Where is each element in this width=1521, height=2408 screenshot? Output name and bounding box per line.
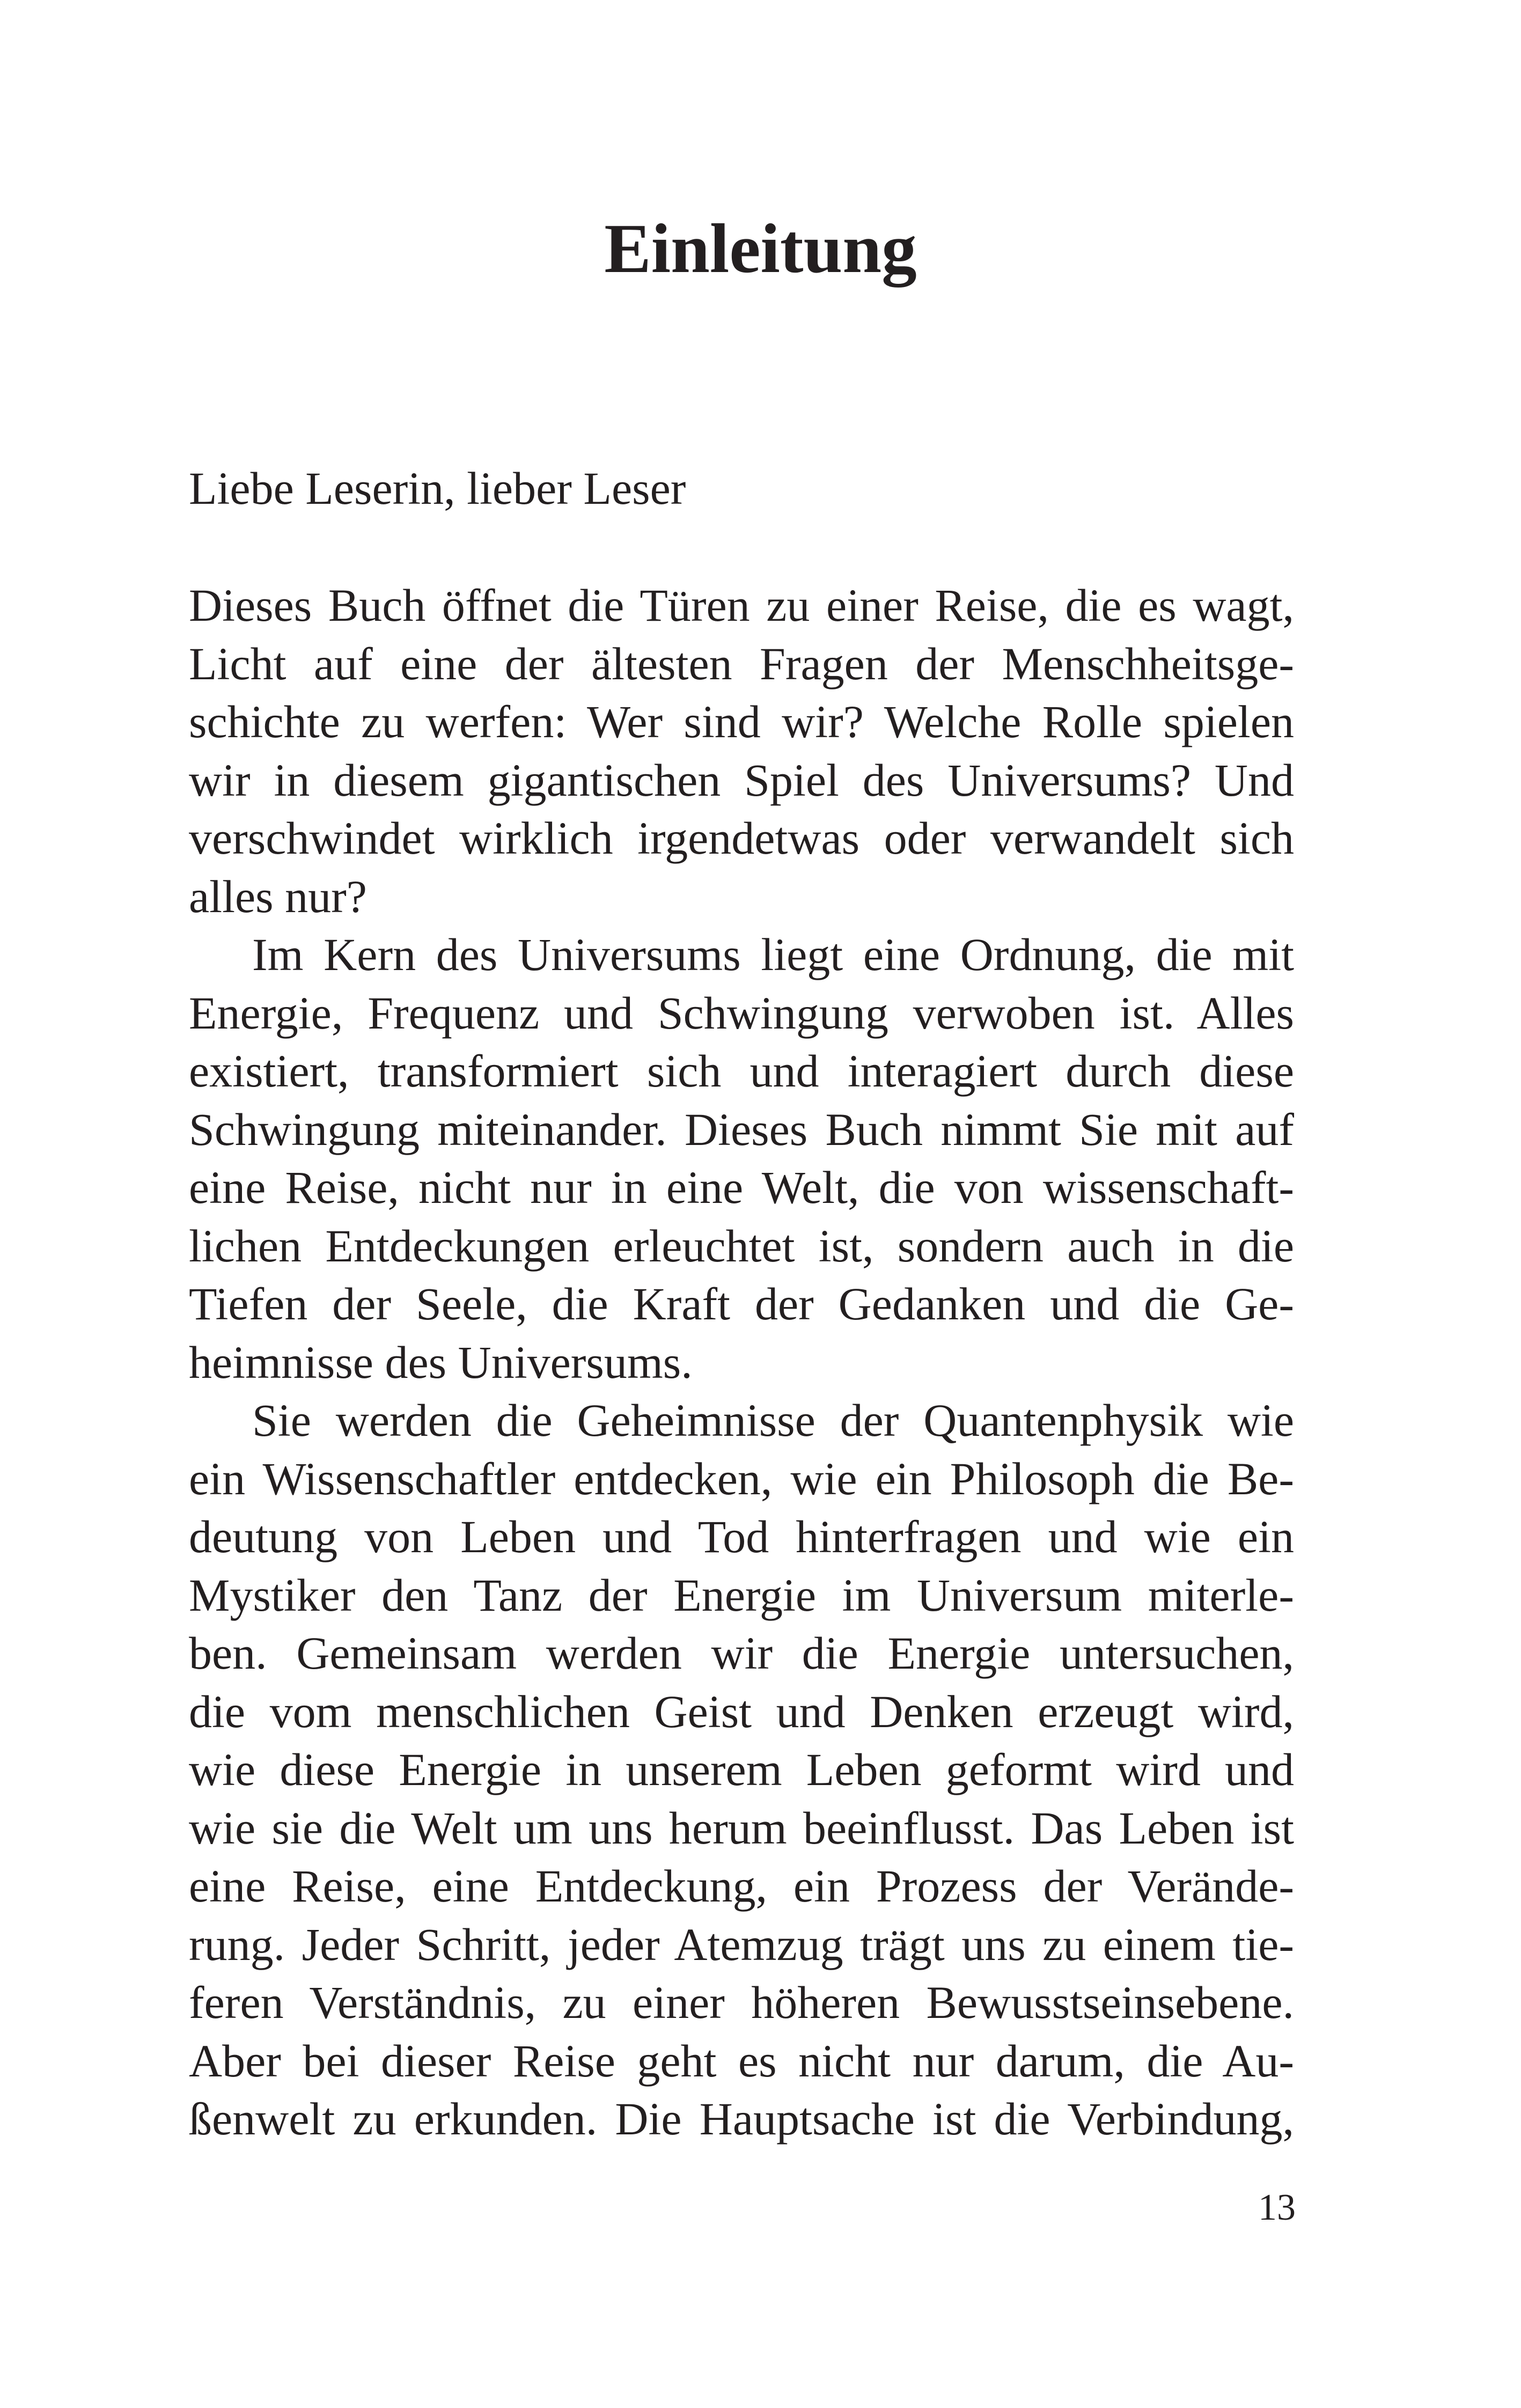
text-line: deutung von Leben und Tod hinterfragen und wie ein	[189, 1511, 1294, 1562]
text-line: Mystiker den Tanz der Energie im Universum miterle-	[189, 1569, 1294, 1621]
text-line: Aber bei dieser Reise geht es nicht nur darum, die Au-	[189, 2035, 1294, 2087]
text-line: schichte zu werfen: Wer sind wir? Welche Rolle spielen	[189, 696, 1294, 747]
text-line: Tiefen der Seele, die Kraft der Gedanken und die Ge-	[189, 1278, 1294, 1330]
text-line: Schwingung miteinander. Dieses Buch nimmt Sie mit auf	[189, 1103, 1294, 1155]
text-line: feren Verständnis, zu einer höheren Bewusstseinsebene.	[189, 1977, 1294, 2028]
text-line: wie diese Energie in unserem Leben geformt wird und	[189, 1744, 1294, 1795]
page-number: 13	[1258, 2187, 1296, 2228]
text-line: wie sie die Welt um uns herum beeinflusst. Das Leben ist	[189, 1802, 1294, 1854]
text-line: heimnisse des Universums.	[189, 1336, 693, 1388]
text-line: eine Reise, eine Entdeckung, ein Prozess der Verände-	[189, 1860, 1294, 1912]
text-line: alles nur?	[189, 870, 367, 922]
body-text	[189, 576, 1294, 2148]
text-line: rung. Jeder Schritt, jeder Atemzug trägt uns zu einem tie-	[189, 1918, 1294, 1970]
text-line: Sie werden die Geheimnisse der Quantenphysik wie	[252, 1394, 1294, 1446]
text-line: existiert, transformiert sich und interagiert durch diese	[189, 1045, 1294, 1097]
text-line: lichen Entdeckungen erleuchtet ist, sondern auch in die	[189, 1220, 1294, 1272]
text-line: ein Wissenschaftler entdecken, wie ein Philosoph die Be-	[189, 1452, 1294, 1504]
text-line: Licht auf eine der ältesten Fragen der Menschheitsge-	[189, 637, 1294, 689]
text-line: Im Kern des Universums liegt eine Ordnung, die mit	[252, 929, 1294, 980]
text-line: eine Reise, nicht nur in eine Welt, die von wissenschaft-	[189, 1162, 1294, 1213]
text-line: ben. Gemeinsam werden wir die Energie untersuchen,	[189, 1627, 1294, 1679]
text-line: verschwindet wirklich irgendetwas oder verwandelt sich	[189, 812, 1294, 864]
text-line: ßenwelt zu erkunden. Die Hauptsache ist die Verbindung,	[189, 2093, 1294, 2145]
text-line: wir in diesem gigantischen Spiel des Universums? Und	[189, 754, 1294, 806]
text-line: die vom menschlichen Geist und Denken erzeugt wird,	[189, 1685, 1294, 1737]
text-line: Energie, Frequenz und Schwingung verwoben ist. Alles	[189, 987, 1294, 1039]
text-line: Dieses Buch öffnet die Türen zu einer Reise, die es wagt,	[189, 579, 1294, 631]
chapter-title: Einleitung	[604, 210, 917, 288]
salutation: Liebe Leserin, lieber Leser	[189, 462, 686, 514]
